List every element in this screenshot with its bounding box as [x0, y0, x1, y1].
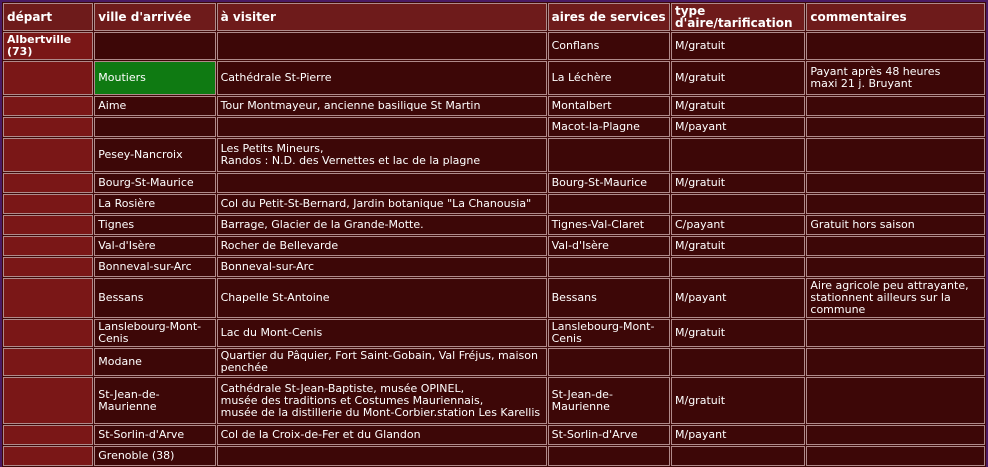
table-row: [3, 117, 985, 137]
cell-ville-highlighted: Moutiers: [94, 61, 215, 95]
cell-depart: [3, 425, 93, 445]
cell-depart: [3, 348, 93, 376]
cell-depart: [3, 319, 93, 347]
cell-type: M/gratuit: [671, 236, 805, 256]
cell-type: M/payant: [671, 425, 805, 445]
cell-comment: [806, 194, 985, 214]
cell-depart: [3, 96, 93, 116]
cell-comment: [806, 319, 985, 347]
cell-aire: Conflans: [548, 32, 670, 60]
cell-aire: Bessans: [548, 278, 670, 318]
cell-visiter: [217, 32, 547, 60]
cell-aire: Lanslebourg-Mont-Cenis: [548, 319, 670, 347]
cell-type: [671, 446, 805, 466]
cell-aire: St-Jean-de-Maurienne: [548, 377, 670, 424]
cell-comment: [806, 32, 985, 60]
cell-visiter: [217, 117, 547, 137]
cell-aire: La Léchère: [548, 61, 670, 95]
cell-visiter: Bonneval-sur-Arc: [217, 257, 547, 277]
cell-type: M/gratuit: [671, 173, 805, 193]
cell-ville: Tignes: [94, 215, 215, 235]
cell-ville: Modane: [94, 348, 215, 376]
cell-aire: [548, 257, 670, 277]
cell-comment: [806, 425, 985, 445]
cell-visiter: Barrage, Glacier de la Grande-Motte.: [217, 215, 547, 235]
table-row: [3, 257, 985, 277]
cell-depart: [3, 257, 93, 277]
cell-visiter: Col du Petit-St-Bernard, Jardin botanique "La Chanousia": [217, 194, 547, 214]
cell-depart: [3, 138, 93, 172]
cell-aire: St-Sorlin-d'Arve: [548, 425, 670, 445]
cell-comment: Payant après 48 heures maxi 21 j. Bruyant: [806, 61, 985, 95]
cell-depart: Albertville (73): [3, 32, 93, 60]
cell-ville: Pesey-Nancroix: [94, 138, 215, 172]
cell-aire: Tignes-Val-Claret: [548, 215, 670, 235]
cell-visiter: Les Petits Mineurs, Randos : N.D. des Vernettes et lac de la plagne: [217, 138, 547, 172]
cell-ville: Aime: [94, 96, 215, 116]
cell-depart: [3, 446, 93, 466]
table-row: [3, 236, 985, 256]
header-depart: départ: [3, 3, 93, 31]
cell-comment: [806, 348, 985, 376]
table-row: [3, 319, 985, 347]
cell-comment: [806, 446, 985, 466]
cell-depart: [3, 173, 93, 193]
header-commentaires: commentaires: [806, 3, 985, 31]
cell-depart: [3, 194, 93, 214]
cell-type: M/gratuit: [671, 32, 805, 60]
cell-comment: [806, 257, 985, 277]
cell-ville: Bourg-St-Maurice: [94, 173, 215, 193]
cell-depart: [3, 236, 93, 256]
header-aires-services: aires de services: [548, 3, 670, 31]
cell-depart: [3, 278, 93, 318]
cell-aire: Montalbert: [548, 96, 670, 116]
cell-visiter: Cathédrale St-Pierre: [217, 61, 547, 95]
cell-type: C/payant: [671, 215, 805, 235]
cell-visiter: [217, 173, 547, 193]
cell-aire: Val-d'Isère: [548, 236, 670, 256]
header-a-visiter: à visiter: [217, 3, 547, 31]
cell-depart: [3, 215, 93, 235]
cell-type: M/payant: [671, 117, 805, 137]
cell-visiter: Cathédrale St-Jean-Baptiste, musée OPINEL, musée des traditions et Costumes Mauriennais, musée de la distillerie du Mont-Corbier.station Les Karellis: [217, 377, 547, 424]
cell-ville: Bonneval-sur-Arc: [94, 257, 215, 277]
table-row: [3, 194, 985, 214]
cell-comment: Aire agricole peu attrayante, stationnent ailleurs sur la commune: [806, 278, 985, 318]
cell-ville: Bessans: [94, 278, 215, 318]
cell-ville: St-Jean-de-Maurienne: [94, 377, 215, 424]
cell-depart: [3, 61, 93, 95]
cell-aire: Macot-la-Plagne: [548, 117, 670, 137]
cell-ville: St-Sorlin-d'Arve: [94, 425, 215, 445]
cell-comment: [806, 236, 985, 256]
table-row: [3, 446, 985, 466]
table-row: [3, 96, 985, 116]
cell-aire: [548, 194, 670, 214]
cell-ville: [94, 117, 215, 137]
cell-type: [671, 194, 805, 214]
cell-depart: [3, 117, 93, 137]
table-row: [3, 32, 985, 60]
cell-visiter: Quartier du Pâquier, Fort Saint-Gobain, Val Fréjus, maison penchée: [217, 348, 547, 376]
cell-type: [671, 138, 805, 172]
cell-visiter: Rocher de Bellevarde: [217, 236, 547, 256]
cell-aire: [548, 348, 670, 376]
cell-visiter: [217, 446, 547, 466]
cell-ville: Lanslebourg-Mont-Cenis: [94, 319, 215, 347]
header-type-aire: type d'aire/tarification: [671, 3, 805, 31]
cell-ville: Grenoble (38): [94, 446, 215, 466]
itinerary-table: [2, 2, 986, 467]
cell-aire: [548, 446, 670, 466]
table-row: [3, 215, 985, 235]
cell-type: [671, 348, 805, 376]
header-row: [3, 3, 985, 31]
cell-comment: [806, 96, 985, 116]
table-row: [3, 425, 985, 445]
cell-type: [671, 257, 805, 277]
cell-comment: [806, 173, 985, 193]
cell-depart: [3, 377, 93, 424]
table-row: [3, 61, 985, 95]
table-row: [3, 278, 985, 318]
cell-comment: [806, 117, 985, 137]
cell-visiter: Chapelle St-Antoine: [217, 278, 547, 318]
cell-type: M/payant: [671, 278, 805, 318]
cell-ville: Val-d'Isère: [94, 236, 215, 256]
cell-ville: La Rosière: [94, 194, 215, 214]
table-row: [3, 348, 985, 376]
cell-comment: [806, 377, 985, 424]
itinerary-table-frame: [2, 2, 986, 462]
cell-aire: [548, 138, 670, 172]
cell-aire: Bourg-St-Maurice: [548, 173, 670, 193]
cell-type: M/gratuit: [671, 319, 805, 347]
cell-ville: [94, 32, 215, 60]
cell-type: M/gratuit: [671, 61, 805, 95]
table-row: [3, 173, 985, 193]
table-row: [3, 138, 985, 172]
cell-visiter: Col de la Croix-de-Fer et du Glandon: [217, 425, 547, 445]
header-ville-arrivee: ville d'arrivée: [94, 3, 215, 31]
cell-comment: Gratuit hors saison: [806, 215, 985, 235]
cell-type: M/gratuit: [671, 377, 805, 424]
table-row: [3, 377, 985, 424]
cell-comment: [806, 138, 985, 172]
cell-visiter: Tour Montmayeur, ancienne basilique St Martin: [217, 96, 547, 116]
cell-type: M/gratuit: [671, 96, 805, 116]
cell-visiter: Lac du Mont-Cenis: [217, 319, 547, 347]
